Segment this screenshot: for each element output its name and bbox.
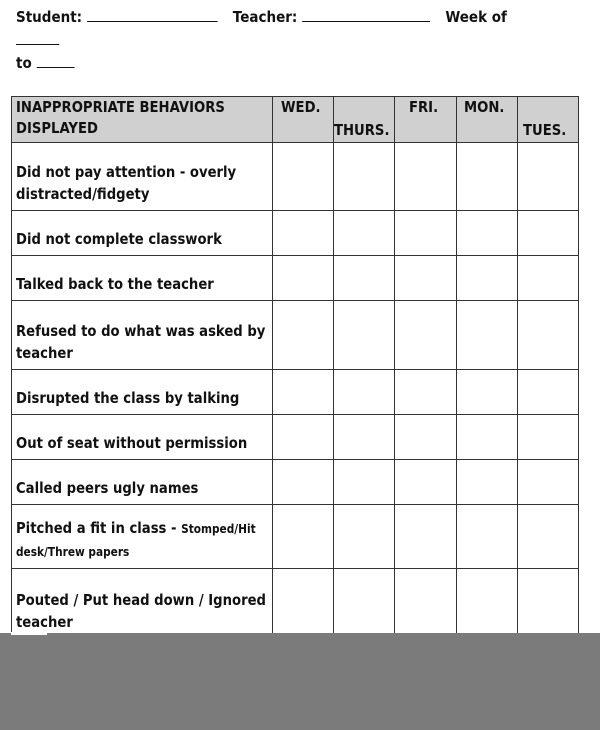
student-name-field[interactable] [87,6,218,22]
table-row [12,505,579,569]
table-row [12,370,579,415]
week-end-field[interactable] [36,52,74,68]
wed-cell[interactable] [273,211,334,256]
thurs-cell[interactable] [334,370,395,415]
form-header [16,6,529,75]
thurs-column-header: THURS. [334,97,395,143]
table-row [12,143,579,211]
thurs-cell[interactable] [334,505,395,569]
table-header-row [12,97,579,143]
table-edge-remnant [11,632,47,635]
wed-cell[interactable] [273,143,334,211]
mon-cell[interactable] [457,211,518,256]
table-row [12,569,579,639]
behavior-label: Out of seat without permission [12,415,273,460]
wed-cell[interactable] [273,370,334,415]
behavior-detail: Stomped/Hit desk/Threw papers [16,522,256,559]
thurs-cell[interactable] [334,460,395,505]
fri-cell[interactable] [395,505,457,569]
thurs-cell[interactable] [334,256,395,301]
mon-column-header: MON. [457,97,518,143]
behavior-label: Disrupted the class by talking [12,370,273,415]
wed-column-header: WED. [273,97,334,143]
tues-cell[interactable] [518,505,579,569]
fri-cell[interactable] [395,569,457,639]
wed-cell[interactable] [273,256,334,301]
behavior-label: Did not complete classwork [12,211,273,256]
teacher-name-field[interactable] [302,6,430,22]
week-of-label: Week of [445,8,507,26]
mon-cell[interactable] [457,370,518,415]
tues-cell[interactable] [518,460,579,505]
mon-cell[interactable] [457,143,518,211]
behavior-label: Did not pay attention - overly distracted/fidgety [12,143,273,211]
thurs-cell[interactable] [334,143,395,211]
table-row [12,415,579,460]
mon-cell[interactable] [457,301,518,370]
week-start-field[interactable] [16,29,59,45]
behavior-label: Pouted / Put head down / Ignored teacher [12,569,273,639]
mon-cell[interactable] [457,569,518,639]
behavior-table [11,96,579,639]
tues-cell[interactable] [518,301,579,370]
tues-cell[interactable] [518,256,579,301]
tues-cell[interactable] [518,143,579,211]
thurs-cell[interactable] [334,211,395,256]
wed-cell[interactable] [273,301,334,370]
table-row [12,460,579,505]
fri-cell[interactable] [395,460,457,505]
tues-column-header: TUES. [518,97,579,143]
behavior-label: Pitched a fit in class - Stomped/Hit desk/Threw papers [12,505,273,569]
mon-cell[interactable] [457,256,518,301]
mon-cell[interactable] [457,415,518,460]
tues-cell[interactable] [518,415,579,460]
wed-cell[interactable] [273,415,334,460]
fri-cell[interactable] [395,211,457,256]
bottom-overlay [0,633,600,730]
behavior-label: Called peers ugly names [12,460,273,505]
tues-cell[interactable] [518,370,579,415]
teacher-label: Teacher: [232,8,298,26]
behavior-column-header: INAPPROPRIATE BEHAVIORS DISPLAYED [12,97,273,143]
behavior-label: Talked back to the teacher [12,256,273,301]
fri-column-header: FRI. [395,97,457,143]
fri-cell[interactable] [395,415,457,460]
fri-cell[interactable] [395,143,457,211]
table-row [12,211,579,256]
behavior-label: Refused to do what was asked by teacher [12,301,273,370]
table-row [12,301,579,370]
table-row [12,256,579,301]
student-label: Student: [16,8,83,26]
thurs-cell[interactable] [334,415,395,460]
mon-cell[interactable] [457,460,518,505]
fri-cell[interactable] [395,370,457,415]
wed-cell[interactable] [273,505,334,569]
wed-cell[interactable] [273,569,334,639]
thurs-cell[interactable] [334,301,395,370]
tues-cell[interactable] [518,211,579,256]
mon-cell[interactable] [457,505,518,569]
wed-cell[interactable] [273,460,334,505]
thurs-cell[interactable] [334,569,395,639]
tues-cell[interactable] [518,569,579,639]
fri-cell[interactable] [395,301,457,370]
to-label: to [16,54,32,72]
fri-cell[interactable] [395,256,457,301]
